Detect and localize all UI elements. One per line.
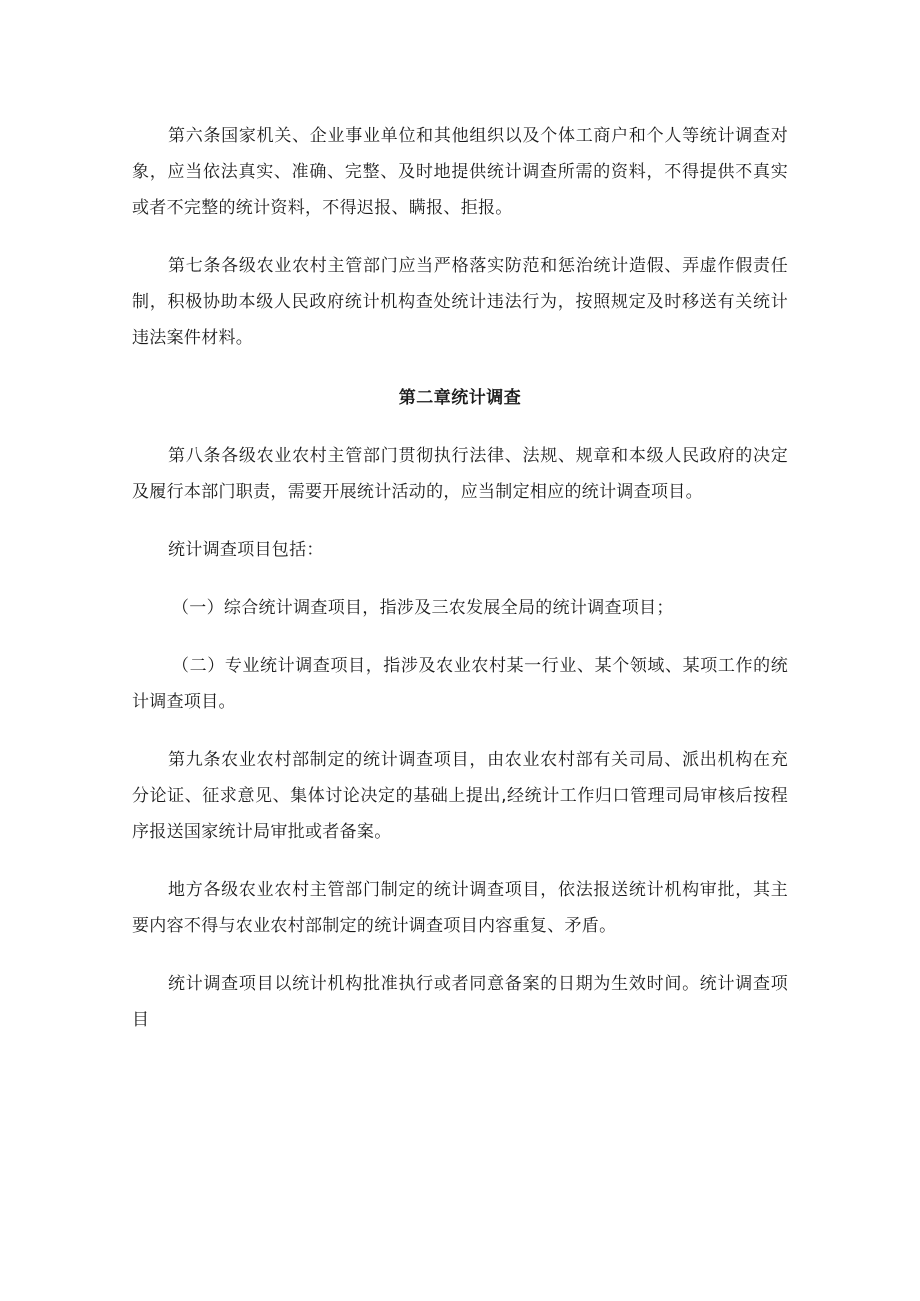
survey-item-1: （一）综合统计调查项目，指涉及三农发展全局的统计调查项目； (172, 598, 674, 618)
article-7: 第七条各级农业农村主管部门应当严格落实防范和惩治统计造假、弄虚作假责任制，积极协助本级人民政府统计机构查处统计违法行为，按照规定及时移送有关统计违法案件材料。 (132, 256, 788, 348)
survey-item-2: （二）专业统计调查项目，指涉及农业农村某一行业、某个领域、某项工作的统计调查项目。 (132, 656, 788, 712)
document-body (132, 118, 788, 1060)
survey-items-intro: 统计调查项目包括： (168, 540, 324, 560)
article-9: 第九条农业农村部制定的统计调查项目，由农业农村部有关司局、派出机构在充分论证、征求意见、集体讨论决定的基础上提出,经统计工作归口管理司局审核后按程序报送国家统计局审批或者备案。 (132, 750, 788, 842)
article-6: 第六条国家机关、企业事业单位和其他组织以及个体工商户和个人等统计调查对象，应当依法真实、准确、完整、及时地提供统计调查所需的资料，不得提供不真实或者不完整的统计资料，不得迟报、瞒报、拒报。 (132, 126, 788, 218)
local-survey-paragraph: 地方各级农业农村主管部门制定的统计调查项目，依法报送统计机构审批，其主要内容不得与农业农村部制定的统计调查项目内容重复、矛盾。 (132, 880, 788, 936)
chapter-title: 第二章统计调查 (398, 388, 522, 408)
effective-date-paragraph: 统计调查项目以统计机构批准执行或者同意备案的日期为生效时间。统计调查项目 (132, 974, 788, 1030)
article-8: 第八条各级农业农村主管部门贯彻执行法律、法规、规章和本级人民政府的决定及履行本部门职责，需要开展统计活动的，应当制定相应的统计调查项目。 (132, 446, 788, 502)
